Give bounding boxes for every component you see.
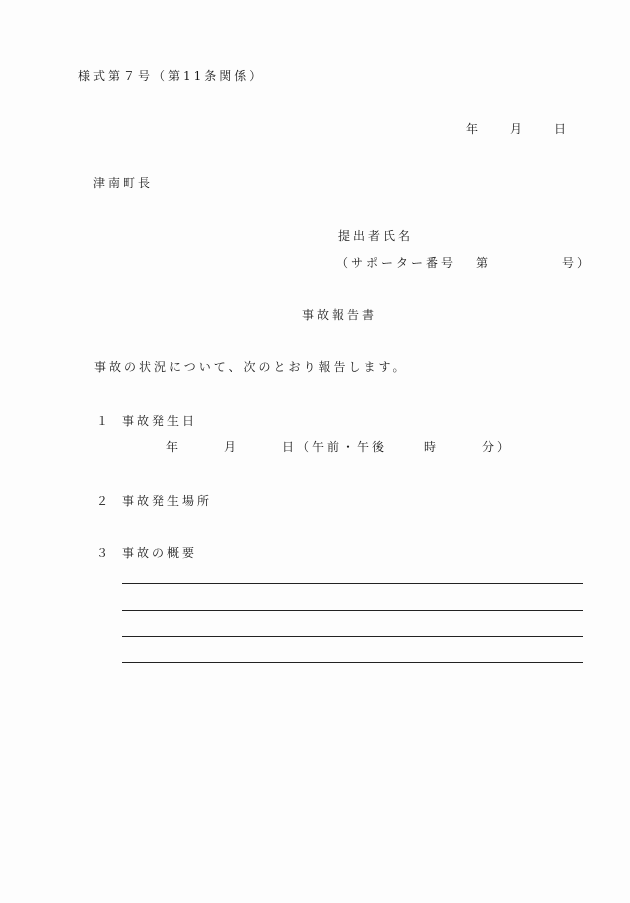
incident-hour-label: 時 xyxy=(424,440,440,454)
incident-month-label: 月 xyxy=(224,440,240,454)
date-year-label: 年 xyxy=(466,122,482,136)
summary-write-line xyxy=(122,662,583,663)
incident-day-ampm-label: 日（午前・午後 xyxy=(282,440,388,454)
date-month-label: 月 xyxy=(510,122,526,136)
section-number: ２ xyxy=(96,494,112,508)
section-label: 事故の概要 xyxy=(122,546,198,560)
supporter-number-close: 号） xyxy=(562,256,593,270)
intro-text: 事故の状況について、次のとおり報告します。 xyxy=(94,360,408,374)
section-label: 事故発生日 xyxy=(122,414,198,428)
incident-minute-label: 分） xyxy=(482,440,513,454)
summary-write-line xyxy=(122,636,583,637)
form-number-label: 様式第７号（第11条関係） xyxy=(78,69,265,83)
summary-write-line xyxy=(122,610,583,611)
supporter-number-label: （サポーター番号 xyxy=(336,256,457,270)
section-number: １ xyxy=(96,414,112,428)
summary-write-line xyxy=(122,583,583,584)
document-title: 事故報告書 xyxy=(302,308,378,322)
incident-year-label: 年 xyxy=(166,440,182,454)
section-number: ３ xyxy=(96,546,112,560)
submitter-name-label: 提出者氏名 xyxy=(338,229,414,243)
supporter-number-dai: 第 xyxy=(476,256,492,270)
date-day-label: 日 xyxy=(554,122,570,136)
addressee: 津南町長 xyxy=(93,176,154,190)
section-label: 事故発生場所 xyxy=(122,494,213,508)
